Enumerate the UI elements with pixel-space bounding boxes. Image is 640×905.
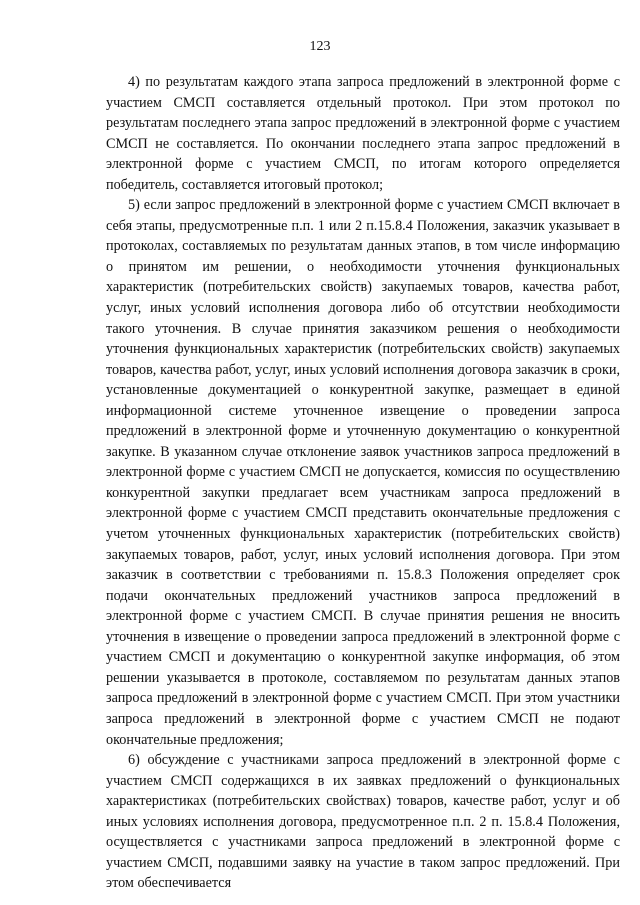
- paragraph-item-5: 5) если запрос предложений в электронной форме с участием СМСП включает в себя этапы, предусмотренные п.п. 1 или 2 п.15.8.4 Положения, заказчик указывает в протоколах, составляемых по результатам данных этапов, в том числе информацию о принятом им решении, о необходимости уточнения функциональных характеристик (потребительских свойств) закупаемых товаров, качества работ, услуг, иных условий исполнения договора либо об отсутствии необходимости такого уточнения. В случае принятия заказчиком решения о необходимости уточнения функциональных характеристик (потребительских свойств) закупаемых товаров, качества работ, услуг, иных условий исполнения договора заказчик в сроки, установленные документацией о конкурентной закупке, размещает в единой информационной системе уточненное извещение о проведении запроса предложений в электронной форме и уточненную документацию о конкурентной закупке. В указанном случае отклонение заявок участников запроса предложений в электронной форме с участием СМСП не допускается, комиссия по осуществлению конкурентной закупки предлагает всем участникам запроса предложений в электронной форме с участием СМСП представить окончательные предложения с учетом уточненных функциональных характеристик (потребительских свойств) закупаемых товаров, работ, услуг, иных условий исполнения договора. При этом заказчик в соответствии с требованиями п. 15.8.3 Положения определяет срок подачи окончательных предложений участников запроса предложений в электронной форме с участием СМСП. В случае принятия решения не вносить уточнения в извещение о проведении запроса предложений в электронной форме с участием СМСП и документацию о конкурентной закупке информация, об этом решении указывается в протоколе, составляемом по результатам данных этапов запроса предложений в электронной форме с участием СМСП. При этом участники запроса предложений в электронной форме с участием СМСП не подают окончательные предложения;: [106, 197, 620, 748]
- page-number: 123: [309, 39, 331, 54]
- paragraph-item-6: 6) обсуждение с участниками запроса предложений в электронной форме с участием СМСП содержащихся в их заявках предложений о функциональных характеристиках (потребительских свойствах) товаров, качестве работ, услуг и об иных условиях исполнения договора, предусмотренное п.п. 2 п. 15.8.4 Положения, осуществляется с участниками запроса предложений в электронной форме с участием СМСП, подавшими заявку на участие в таком запрос предложений. При этом обеспечивается: [106, 752, 620, 892]
- document-body: [106, 72, 620, 894]
- paragraph-item-4: 4) по результатам каждого этапа запроса предложений в электронной форме с участием СМСП составляется отдельный протокол. При этом протокол по результатам последнего этапа запрос предложений в электронной форме с участием СМСП не составляется. По окончании последнего этапа запрос предложений в электронной форме с участием СМСП, по итогам которого определяется победитель, составляется итоговый протокол;: [106, 74, 620, 193]
